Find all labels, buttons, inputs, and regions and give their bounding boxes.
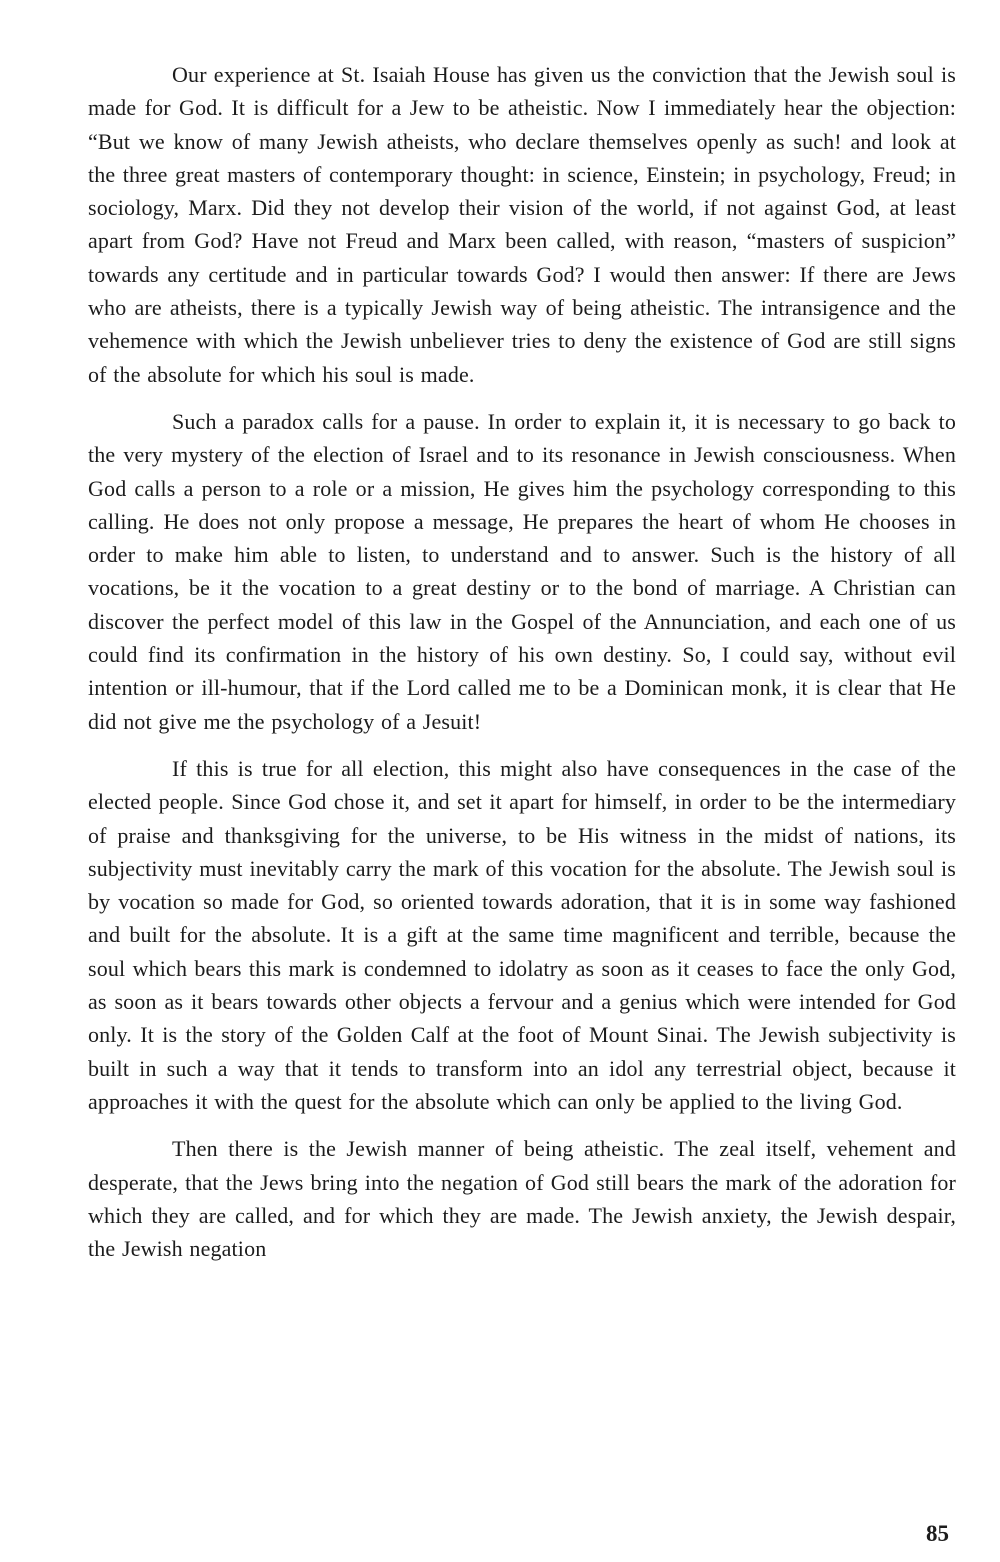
paragraph-4: Then there is the Jewish manner of being atheistic. The zeal itself, vehement and desperate, that the Jews bring into the negation of God still bears the mark of the adoration for which they are called, and for which they are made. The Jewish anxiety, the Jewish despair, the Jewish negation [88,1136,956,1262]
paragraph-1: Our experience at St. Isaiah House has given us the conviction that the Jewish soul is made for God. It is difficult for a Jew to be atheistic. Now I immediately hear the objection: “But we know of many Jewish atheists, who declare themselves openly as such! and look at the three great masters of contemporary thought: in science, Einstein; in psychology, Freud; in sociology, Marx. Did they not develop their vision of the world, if not against God, at least apart from God? Have not Freud and Marx been called, with reason, “masters of suspicion” towards any certitude and in particular towards God? I would then answer: If there are Jews who are atheists, there is a typically Jewish way of being atheistic. The intransigence and the vehemence with which the Jewish unbeliever tries to deny the existence of God are still signs of the absolute for which his soul is made. [88,62,956,387]
paragraph-2: Such a paradox calls for a pause. In order to explain it, it is necessary to go back to the very mystery of the election of Israel and to its resonance in Jewish consciousness. When God calls a person to a role or a mission, He gives him the psychology corresponding to this calling. He does not only propose a message, He prepares the heart of whom He chooses in order to make him able to listen, to understand and to answer. Such is the history of all vocations, be it the vocation to a great destiny or to the bond of marriage. A Christian can discover the perfect model of this law in the Gospel of the Annunciation, and each one of us could find its confirmation in the history of his own destiny. So, I could say, without evil intention or ill-humour, that if the Lord called me to be a Dominican monk, it is clear that He did not give me the psychology of a Jesuit! [88,408,956,734]
paragraph-3: If this is true for all election, this might also have consequences in the case of the elected people. Since God chose it, and set it apart for himself, in order to be the intermediary of praise and thanksgiving for the universe, to be His witness in the midst of nations, its subjectivity must inevitably carry the mark of this vocation for the absolute. The Jewish soul is by vocation so made for God, so oriented towards adoration, that it is in some way fashioned and built for the absolute. It is a gift at the same time magnificent and terrible, because the soul which bears this mark is condemned to idolatry as soon as it ceases to face the only God, as soon as it bears towards other objects a fervour and a genius which were intended for God only. It is the story of the Golden Calf at the foot of Mount Sinai. The Jewish subjectivity is built in such a way that it tends to transform into an idol any terrestrial object, because it approaches it with the quest for the absolute which can only be applied to the living God. [88,755,956,1114]
body-text [88,58,956,1279]
page-number: 85 [926,1521,949,1546]
